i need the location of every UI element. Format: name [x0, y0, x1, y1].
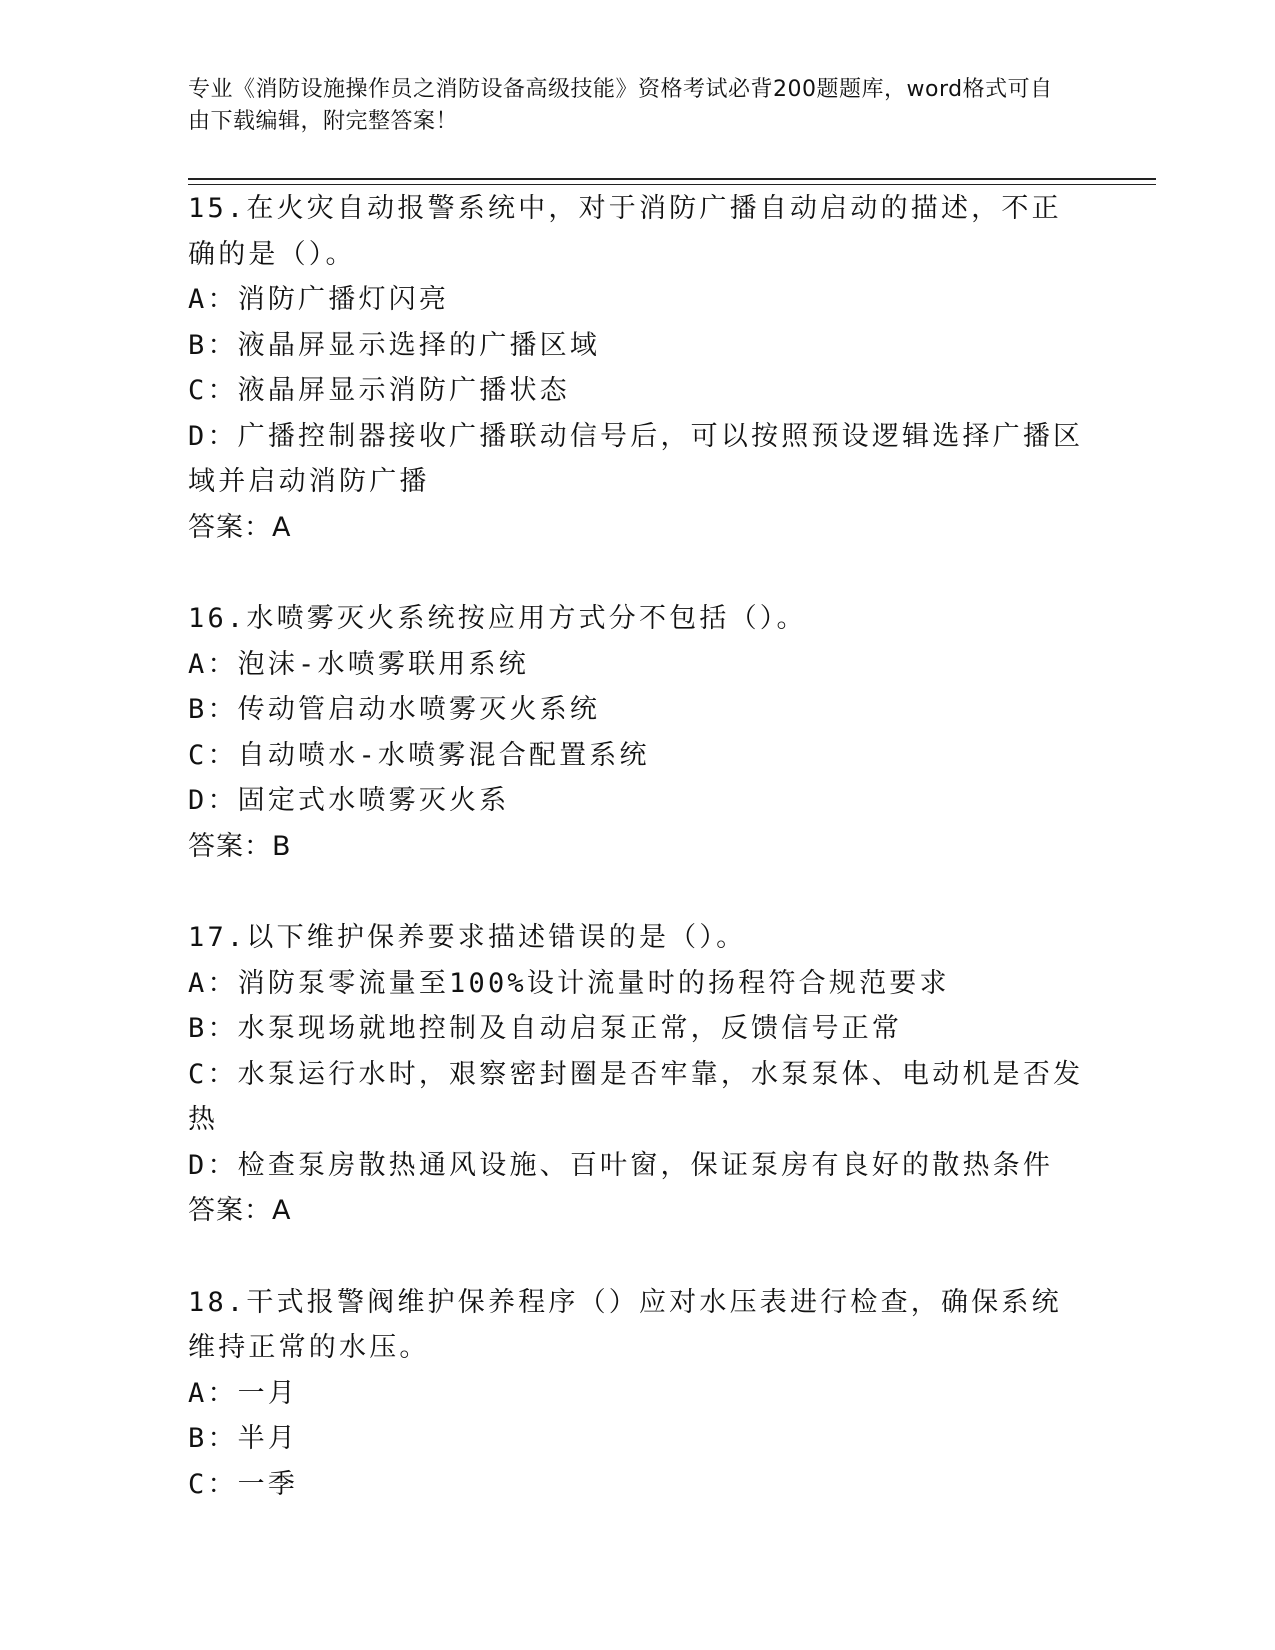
answer-label: 答案：A — [188, 511, 292, 543]
question-15 — [188, 186, 1088, 550]
option-a: A：一月 — [188, 1377, 299, 1409]
option-b: B：半月 — [188, 1423, 299, 1454]
answer-label: 答案：A — [188, 1195, 292, 1226]
option-a: A：消防泵零流量至100%设计流量时的扬程符合规范要求 — [188, 967, 950, 999]
option-c: C：自动喷水-水喷雾混合配置系统 — [188, 739, 650, 771]
option-a: A：泡沫-水喷雾联用系统 — [188, 648, 529, 680]
spacer — [188, 869, 1088, 915]
option-d: D：固定式水喷雾灭火系 — [188, 785, 510, 816]
answer-label: 答案：B — [188, 830, 292, 862]
document-header: 专业《消防设施操作员之消防设备高级技能》资格考试必背200题题库，word格式可自由下载编辑，附完整答案！ — [188, 77, 1053, 134]
question-17 — [188, 915, 1088, 1234]
option-b: B：水泵现场就地控制及自动启泵正常，反馈信号正常 — [188, 1013, 903, 1044]
header-divider-thin — [188, 184, 1156, 185]
question-16 — [188, 596, 1088, 869]
spacer — [188, 550, 1088, 596]
spacer — [188, 1234, 1088, 1280]
question-18 — [188, 1280, 1088, 1508]
option-c: C：水泵运行水时，艰察密封圈是否牢靠，水泵泵体、电动机是否发热 — [188, 1058, 1084, 1135]
question-stem: 18.干式报警阀维护保养程序（）应对水压表进行检查，确保系统维持正常的水压。 — [188, 1286, 1062, 1363]
question-list — [188, 186, 1088, 1507]
option-b: B：传动管启动水喷雾灭火系统 — [188, 694, 601, 725]
option-d: D：广播控制器接收广播联动信号后，可以按照预设逻辑选择广播区域并启动消防广播 — [188, 420, 1084, 497]
question-stem: 16.水喷雾灭火系统按应用方式分不包括（）。 — [188, 603, 807, 634]
option-d: D：检查泵房散热通风设施、百叶窗，保证泵房有良好的散热条件 — [188, 1149, 1054, 1181]
question-stem: 15.在火灾自动报警系统中，对于消防广播自动启动的描述，不正确的是（）。 — [188, 193, 1062, 270]
header-divider-thick — [188, 178, 1156, 180]
option-c: C：液晶屏显示消防广播状态 — [188, 375, 570, 406]
question-stem: 17.以下维护保养要求描述错误的是（）。 — [188, 922, 747, 953]
option-c: C：一季 — [188, 1468, 299, 1500]
option-a: A：消防广播灯闪亮 — [188, 284, 450, 315]
option-b: B：液晶屏显示选择的广播区域 — [188, 329, 601, 361]
